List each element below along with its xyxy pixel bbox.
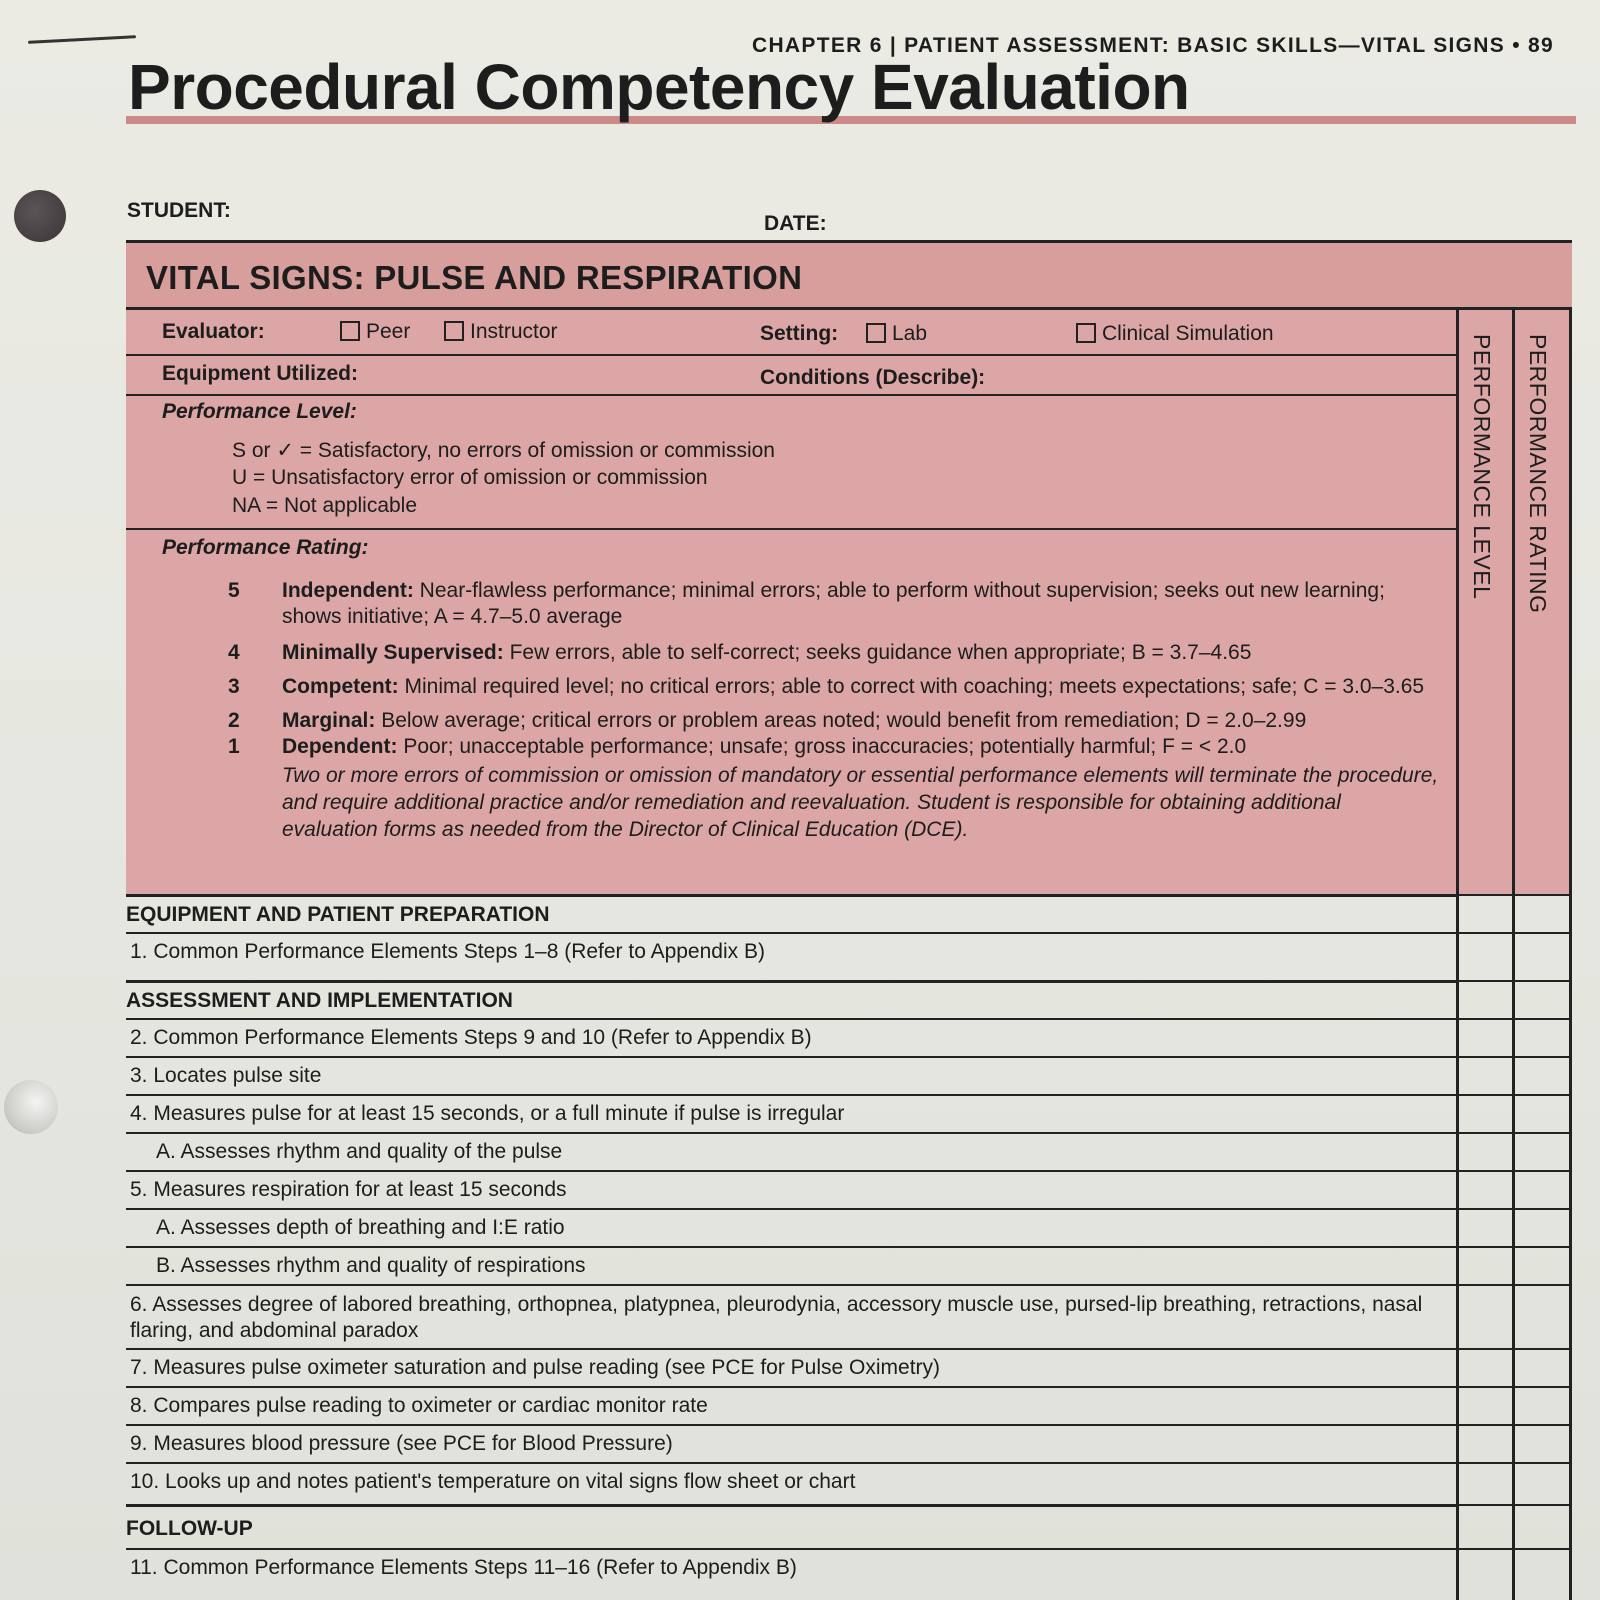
step-list (126, 894, 1572, 1588)
rating-number: 2 (228, 709, 240, 732)
rating-cell-separator (1456, 1284, 1572, 1286)
section-heading-follow-up: FOLLOW-UP (126, 1504, 1456, 1548)
setting-lab-option[interactable] (866, 322, 927, 346)
rating-number: 5 (228, 579, 240, 602)
rating-detail: Minimal required level; no critical errors; able to correct with coaching; meets expectations; safe; C = 3.0–3.65 (404, 675, 1425, 698)
rating-cell-separator (1456, 1548, 1572, 1550)
rating-cell-separator (1456, 1462, 1572, 1464)
rating-cell-separator (1456, 1246, 1572, 1248)
rating-cell-separator (1456, 1208, 1572, 1210)
evaluator-peer-option[interactable] (340, 320, 410, 344)
rating-cell-separator (1456, 1348, 1572, 1350)
page-title: Procedural Competency Evaluation (128, 51, 1190, 123)
pen-mark (28, 35, 136, 44)
rating-cell-separator (1456, 894, 1572, 896)
punch-hole-top (14, 190, 66, 242)
setting-clinical-option[interactable] (1076, 322, 1274, 346)
performance-rating-label: Performance Rating: (162, 536, 369, 559)
level-unsatisfactory: U = Unsatisfactory error of omission or commission (232, 466, 708, 489)
conditions-label: Conditions (Describe): (760, 366, 986, 389)
instructor-checkbox[interactable] (444, 321, 464, 341)
equipment-label: Equipment Utilized: (162, 362, 358, 385)
lab-label: Lab (892, 322, 928, 345)
rating-name: Minimally Supervised: (282, 641, 504, 664)
termination-note: Two or more errors of commission or omission of mandatory or essential performance elements will terminate the procedure, and require additional practice and/or remediation and reevaluation. Student is responsible for obtaining additional evaluation forms as needed from the Director of Clinical Education (DCE). (282, 764, 1439, 841)
rating-detail: Below average; critical errors or problem areas noted; would benefit from remediation; D = 2.0–2.99 (381, 709, 1307, 732)
section-heading-preparation: EQUIPMENT AND PATIENT PREPARATION (126, 894, 1456, 932)
rating-number: 3 (228, 675, 240, 698)
rating-number: 4 (228, 641, 240, 664)
rating-description (282, 734, 1432, 760)
rating-detail: Poor; unacceptable performance; unsafe; gross inaccuracies; potentially harmful; F = < 2.0 (403, 735, 1247, 758)
rating-name: Dependent: (282, 735, 398, 758)
chapter-header: CHAPTER 6 | PATIENT ASSESSMENT: BASIC SKILLS—VITAL SIGNS • 89 (752, 34, 1554, 57)
setting-label: Setting: (760, 322, 839, 345)
rating-cell-separator (1456, 1424, 1572, 1426)
rating-cell-separator (1456, 1170, 1572, 1172)
level-satisfactory: S or ✓ = Satisfactory, no errors of omission or commission (232, 439, 775, 462)
section-header-bar (126, 240, 1572, 310)
level-not-applicable: NA = Not applicable (232, 494, 418, 517)
step-row-2: 2. Common Performance Elements Steps 9 and 10 (Refer to Appendix B) (126, 1018, 1456, 1056)
step-row-9: 9. Measures blood pressure (see PCE for Blood Pressure) (126, 1424, 1456, 1462)
equipment-row (126, 354, 1456, 396)
date-label: DATE: (764, 212, 827, 235)
rating-cell-separator (1456, 980, 1572, 982)
rating-cell-separator (1456, 1094, 1572, 1096)
step-row-11: 11. Common Performance Elements Steps 11–16 (Refer to Appendix B) (126, 1548, 1456, 1588)
evaluator-label: Evaluator: (162, 320, 265, 343)
rating-detail: Near-flawless performance; minimal errors; able to perform without supervision; seeks out new learning; shows initiative; A = 4.7–5.0 average (282, 579, 1385, 628)
rating-name: Independent: (282, 579, 414, 602)
step-row-1: 1. Common Performance Elements Steps 1–8 (Refer to Appendix B) (126, 932, 1456, 980)
rating-5 (228, 578, 1428, 634)
evaluation-form (126, 240, 1572, 1600)
punch-hole-bottom (4, 1080, 58, 1134)
step-row-5b: B. Assesses rhythm and quality of respirations (126, 1246, 1456, 1284)
rating-3 (228, 674, 1428, 704)
instructor-label: Instructor (470, 320, 558, 343)
rating-1 (228, 734, 1428, 764)
evaluator-instructor-option[interactable] (444, 320, 558, 344)
rating-description (282, 578, 1432, 630)
section-title: VITAL SIGNS: PULSE AND RESPIRATION (146, 259, 803, 296)
rating-name: Marginal: (282, 709, 376, 732)
evaluator-row (126, 310, 1456, 356)
step-row-7: 7. Measures pulse oximeter saturation and pulse reading (see PCE for Pulse Oximetry) (126, 1348, 1456, 1386)
rating-cell-separator (1456, 1504, 1572, 1506)
rating-description (282, 640, 1432, 666)
clinical-simulation-checkbox[interactable] (1076, 323, 1096, 343)
performance-level-block (126, 394, 1456, 530)
rating-cell-separator (1456, 1056, 1572, 1058)
rating-cell-separator (1456, 1132, 1572, 1134)
clinical-simulation-label: Clinical Simulation (1102, 322, 1274, 345)
step-row-4a: A. Assesses rhythm and quality of the pulse (126, 1132, 1456, 1170)
section-heading-assessment: ASSESSMENT AND IMPLEMENTATION (126, 980, 1456, 1018)
rating-number: 1 (228, 735, 240, 758)
rating-description (282, 674, 1432, 700)
rating-4 (228, 640, 1428, 670)
performance-level-column-header: PERFORMANCE LEVEL (1469, 334, 1495, 600)
peer-label: Peer (366, 320, 411, 343)
step-row-5a: A. Assesses depth of breathing and I:E ratio (126, 1208, 1456, 1246)
step-row-5: 5. Measures respiration for at least 15 seconds (126, 1170, 1456, 1208)
rating-detail: Few errors, able to self-correct; seeks guidance when appropriate; B = 3.7–4.65 (509, 641, 1252, 664)
rating-cell-separator (1456, 1386, 1572, 1388)
performance-level-label: Performance Level: (162, 400, 357, 423)
lab-checkbox[interactable] (866, 323, 886, 343)
performance-rating-column-header: PERFORMANCE RATING (1525, 334, 1551, 614)
step-row-10: 10. Looks up and notes patient's temperature on vital signs flow sheet or chart (126, 1462, 1456, 1504)
rating-description (282, 708, 1432, 734)
student-label: STUDENT: (127, 199, 231, 222)
peer-checkbox[interactable] (340, 321, 360, 341)
step-row-3: 3. Locates pulse site (126, 1056, 1456, 1094)
step-row-6: 6. Assesses degree of labored breathing, orthopnea, platypnea, pleurodynia, accessory muscle use, pursed-lip breathing, retractions, nasal flaring, and abdominal paradox (126, 1284, 1456, 1348)
rating-cell-separator (1456, 932, 1572, 934)
rating-name: Competent: (282, 675, 399, 698)
step-row-8: 8. Compares pulse reading to oximeter or cardiac monitor rate (126, 1386, 1456, 1424)
step-row-4: 4. Measures pulse for at least 15 seconds, or a full minute if pulse is irregular (126, 1094, 1456, 1132)
rating-cell-separator (1456, 1018, 1572, 1020)
